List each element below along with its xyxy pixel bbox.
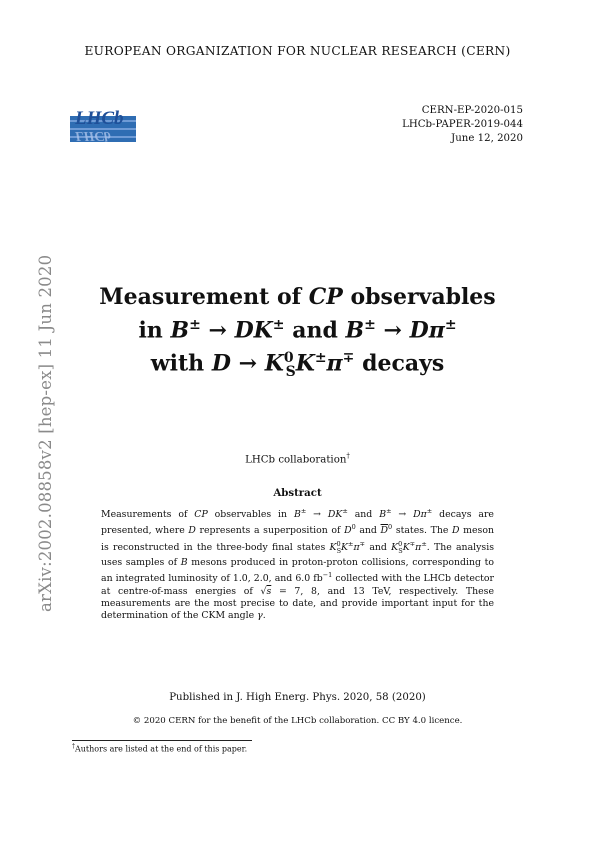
svg-text:LHCb: LHCb: [75, 128, 111, 142]
report-identifiers: [402, 104, 523, 146]
svg-text:LHCb: LHCb: [75, 108, 124, 129]
publication-date: June 12, 2020: [451, 133, 523, 144]
author-line: LHCb collaboration†: [245, 452, 350, 466]
footnote-divider: [72, 740, 252, 741]
title-line-3: with $D \to K^0_SK^\pm\pi^\mp$ decays: [150, 350, 445, 381]
title-line-1: Measurement of CP observables: [99, 284, 496, 310]
lhcb-logo: [70, 100, 136, 142]
title-line-2: in B± → DK± and B± → Dπ±: [138, 317, 457, 344]
copyright-notice: © 2020 CERN for the benefit of the LHCb collaboration. CC BY 4.0 licence.: [132, 716, 463, 726]
publication-info: Published in J. High Energ. Phys. 2020, 58 (2020): [169, 692, 426, 703]
footnote: †Authors are listed at the end of this paper.: [72, 743, 248, 754]
abstract-body: Measurements of CP observables in B± → DK± and B± → Dπ± decays are presented, where D represents a superposition of $D^0$ and $\overline{D}^0$ states. The D meson is reconstructed in the three-body final states $K^0_SK^\pm\pi^\mp$ and $K^0_SK^\mp\pi^\pm$. The analysis uses samples of B mesons produced in proton-proton collisions, corresponding to an integrated luminosity of 1.0, 2.0, and 6.0 $fb^{-1}$ collected with the LHCb detector at centre-of-mass energies of √s = 7, 8, and 13 TeV, respectively. These measurements are the most precise to date, and provide important input for the determination of the CKM angle γ.: [101, 507, 494, 622]
paper-number: LHCb-PAPER-2019-044: [402, 119, 523, 130]
organization-header: EUROPEAN ORGANIZATION FOR NUCLEAR RESEARCH (CERN): [84, 44, 511, 58]
abstract-heading: Abstract: [273, 487, 322, 499]
report-number: CERN-EP-2020-015: [421, 105, 523, 116]
paper-title: [0, 283, 595, 386]
arxiv-stamp: arXiv:2002.08858v2 [hep-ex] 11 Jun 2020: [36, 254, 55, 612]
